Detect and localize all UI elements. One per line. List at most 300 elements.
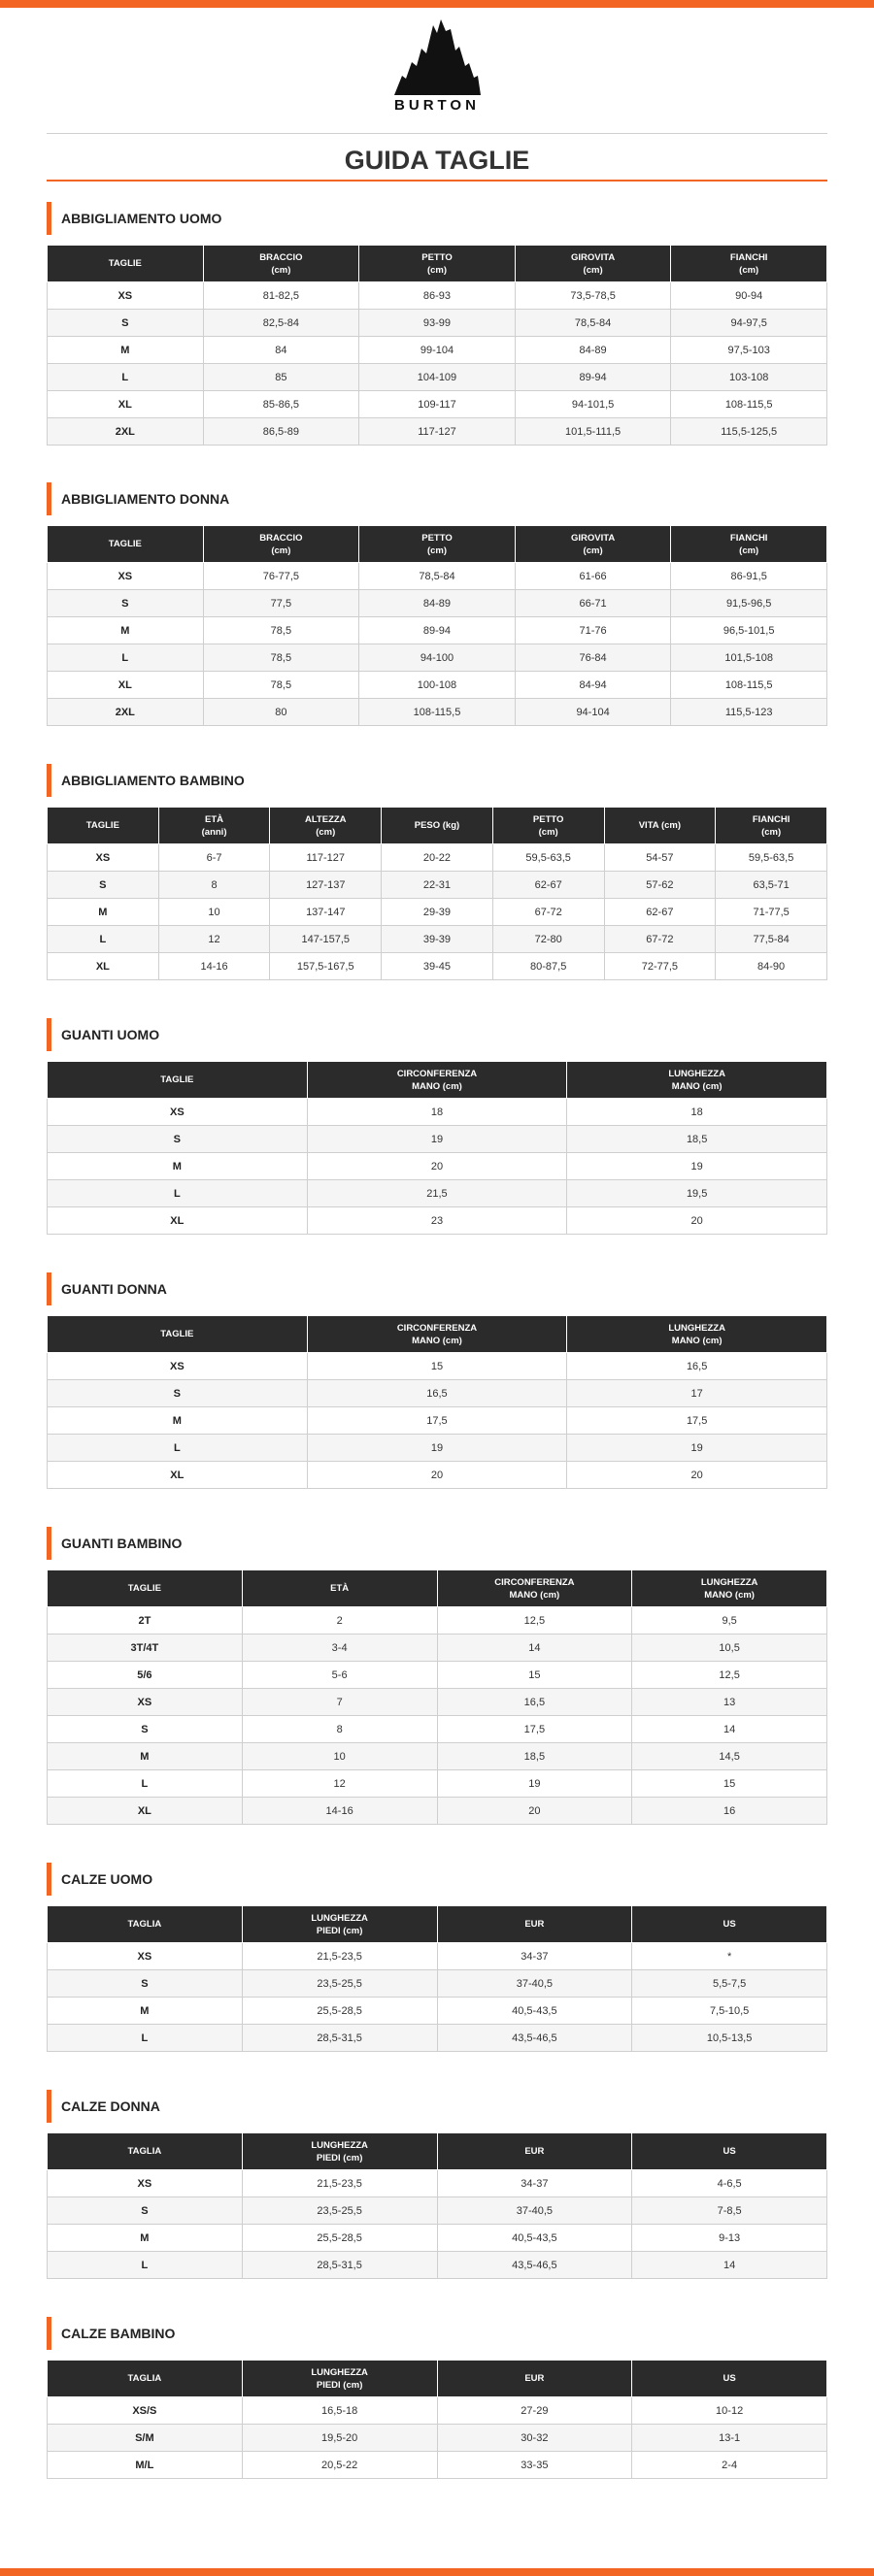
column-header-label: US	[723, 1919, 736, 1930]
section-accent-marker	[47, 1863, 51, 1896]
table-header-row	[48, 1062, 827, 1099]
section-title: CALZE DONNA	[61, 2098, 160, 2114]
section-header	[47, 1272, 827, 1305]
table-cell: 19	[437, 1770, 632, 1798]
table-cell: 19	[307, 1435, 567, 1462]
page-title: GUIDA TAGLIE	[344, 146, 530, 175]
table-cell: 19,5-20	[242, 2425, 437, 2452]
column-header-unit: (cm)	[583, 545, 603, 556]
table-header-row	[48, 808, 827, 844]
table-row	[48, 563, 827, 590]
column-header-label: TAGLIE	[108, 258, 142, 269]
column-header-label: CIRCONFERENZA	[494, 1576, 575, 1588]
section-header	[47, 764, 827, 797]
table-cell: 14	[437, 1635, 632, 1662]
size-label-cell: S	[48, 1970, 243, 1998]
size-label-cell: M	[48, 1153, 308, 1180]
table-cell: 12,5	[437, 1607, 632, 1635]
table-row	[48, 2452, 827, 2479]
table-cell: 40,5-43,5	[437, 1998, 632, 2025]
column-header-label: TAGLIA	[127, 2373, 162, 2384]
table-row	[48, 844, 827, 872]
table-cell: 86-93	[359, 282, 516, 310]
table-cell: 78,5	[203, 672, 359, 699]
table-header-row	[48, 1316, 827, 1353]
table-cell: 86-91,5	[671, 563, 827, 590]
size-label-cell: XS	[48, 1099, 308, 1126]
table-cell: 20	[437, 1798, 632, 1825]
table-cell: 100-108	[359, 672, 516, 699]
column-header	[48, 2361, 243, 2397]
column-header-label: LUNGHEZZA	[668, 1322, 725, 1334]
size-label-cell: 5/6	[48, 1662, 243, 1689]
brand-logo[interactable]	[0, 17, 874, 114]
table-cell: 17,5	[307, 1407, 567, 1435]
section-title: ABBIGLIAMENTO DONNA	[61, 491, 230, 507]
section-accent-marker	[47, 1272, 51, 1305]
column-header	[437, 2133, 632, 2170]
column-header-label: CIRCONFERENZA	[396, 1068, 478, 1079]
table-cell: 34-37	[437, 1943, 632, 1970]
table-row	[48, 590, 827, 617]
table-cell: 4-6,5	[632, 2170, 827, 2197]
table-header-row	[48, 1570, 827, 1607]
section-title: ABBIGLIAMENTO BAMBINO	[61, 773, 245, 788]
table-row	[48, 364, 827, 391]
table-cell: 108-115,5	[359, 699, 516, 726]
table-row	[48, 1689, 827, 1716]
column-header-label: VITA (cm)	[638, 820, 681, 831]
column-header	[604, 808, 716, 844]
column-header-label: TAGLIE	[127, 1583, 161, 1594]
table-cell: 80	[203, 699, 359, 726]
column-header-unit: (cm)	[739, 264, 759, 276]
section-abbigliamento-donna	[47, 482, 827, 726]
size-label-cell: L	[48, 644, 204, 672]
table-row	[48, 2225, 827, 2252]
table-row	[48, 1943, 827, 1970]
size-label-cell: XS	[48, 844, 159, 872]
column-header-label: GIROVITA	[570, 532, 616, 544]
table-cell: 25,5-28,5	[242, 2225, 437, 2252]
section-abbigliamento-bambino	[47, 764, 827, 980]
size-label-cell: M	[48, 1407, 308, 1435]
table-cell: 23,5-25,5	[242, 2197, 437, 2225]
table-cell: 9-13	[632, 2225, 827, 2252]
table-cell: 59,5-63,5	[716, 844, 827, 872]
column-header-label: LUNGHEZZA	[700, 1576, 758, 1588]
table-cell: 84-89	[515, 337, 671, 364]
section-accent-marker	[47, 482, 51, 515]
table-cell: 21,5	[307, 1180, 567, 1207]
table-row	[48, 391, 827, 418]
column-header-unit: (anni)	[201, 826, 227, 838]
size-label-cell: L	[48, 926, 159, 953]
table-cell: 2-4	[632, 2452, 827, 2479]
table-cell: 78,5	[203, 617, 359, 644]
column-header-unit: (cm)	[426, 545, 448, 556]
column-header	[671, 526, 827, 563]
size-label-cell: XS	[48, 1353, 308, 1380]
table-cell: 117-127	[359, 418, 516, 446]
column-header	[307, 1316, 567, 1353]
table-cell: *	[632, 1943, 827, 1970]
column-header	[48, 808, 159, 844]
size-label-cell: S	[48, 2197, 243, 2225]
size-label-cell: XL	[48, 1798, 243, 1825]
size-label-cell: S	[48, 872, 159, 899]
size-label-cell: M	[48, 2225, 243, 2252]
table-cell: 93-99	[359, 310, 516, 337]
brand-name: BURTON	[394, 97, 480, 114]
table-cell: 72-80	[492, 926, 604, 953]
table-cell: 76-84	[515, 644, 671, 672]
table-cell: 16,5	[307, 1380, 567, 1407]
size-label-cell: XS	[48, 2170, 243, 2197]
column-header-label: CIRCONFERENZA	[396, 1322, 478, 1334]
column-header	[515, 246, 671, 282]
title-underline	[47, 180, 827, 182]
column-header	[203, 526, 359, 563]
table-cell: 2	[242, 1607, 437, 1635]
column-header	[437, 2361, 632, 2397]
size-label-cell: L	[48, 1435, 308, 1462]
column-header-label: BRACCIO	[259, 532, 303, 544]
column-header	[48, 246, 204, 282]
table-row	[48, 282, 827, 310]
table-cell: 21,5-23,5	[242, 1943, 437, 1970]
table-row	[48, 1998, 827, 2025]
table-row	[48, 2397, 827, 2425]
section-accent-marker	[47, 764, 51, 797]
table-cell: 30-32	[437, 2425, 632, 2452]
column-header	[48, 526, 204, 563]
table-row	[48, 1099, 827, 1126]
table-cell: 5,5-7,5	[632, 1970, 827, 1998]
section-header	[47, 1527, 827, 1560]
column-header	[359, 526, 516, 563]
column-header	[48, 2133, 243, 2170]
table-cell: 43,5-46,5	[437, 2252, 632, 2279]
table-cell: 115,5-123	[671, 699, 827, 726]
section-accent-marker	[47, 1527, 51, 1560]
section-calze-bambino	[47, 2317, 827, 2479]
table-cell: 18	[307, 1099, 567, 1126]
table-cell: 18	[567, 1099, 827, 1126]
table-cell: 19	[567, 1435, 827, 1462]
column-header-label: EUR	[524, 2146, 545, 2157]
table-row	[48, 644, 827, 672]
column-header-label: TAGLIE	[108, 539, 142, 549]
table-cell: 73,5-78,5	[515, 282, 671, 310]
column-header-label: TAGLIE	[85, 820, 119, 831]
column-header-label: FIANCHI	[752, 813, 790, 825]
size-table	[47, 807, 827, 980]
column-header-label: US	[723, 2373, 736, 2384]
table-cell: 14-16	[158, 953, 270, 980]
table-cell: 5-6	[242, 1662, 437, 1689]
table-cell: 16,5-18	[242, 2397, 437, 2425]
size-label-cell: S	[48, 310, 204, 337]
table-cell: 86,5-89	[203, 418, 359, 446]
size-label-cell: M	[48, 1743, 243, 1770]
table-cell: 72-77,5	[604, 953, 716, 980]
table-cell: 94-100	[359, 644, 516, 672]
section-header	[47, 2317, 827, 2350]
size-table	[47, 525, 827, 726]
table-row	[48, 2170, 827, 2197]
table-cell: 39-45	[382, 953, 493, 980]
column-header-label: EUR	[524, 1919, 545, 1930]
table-cell: 15	[632, 1770, 827, 1798]
bottom-accent-bar	[0, 2568, 874, 2576]
column-header	[242, 2361, 437, 2397]
table-cell: 89-94	[515, 364, 671, 391]
table-cell: 34-37	[437, 2170, 632, 2197]
table-row	[48, 1153, 827, 1180]
section-header	[47, 482, 827, 515]
table-cell: 29-39	[382, 899, 493, 926]
column-header	[242, 1906, 437, 1943]
section-accent-marker	[47, 202, 51, 235]
table-cell: 115,5-125,5	[671, 418, 827, 446]
table-cell: 94-104	[515, 699, 671, 726]
column-header-label: LUNGHEZZA	[311, 1912, 368, 1924]
column-header-unit: (cm)	[739, 545, 759, 556]
table-cell: 19	[567, 1153, 827, 1180]
table-cell: 37-40,5	[437, 1970, 632, 1998]
table-cell: 63,5-71	[716, 872, 827, 899]
table-row	[48, 672, 827, 699]
section-header	[47, 2090, 827, 2123]
size-table	[47, 2360, 827, 2479]
table-cell: 10,5-13,5	[632, 2025, 827, 2052]
column-header-unit: MANO (cm)	[509, 1589, 560, 1601]
table-row	[48, 1770, 827, 1798]
table-cell: 20-22	[382, 844, 493, 872]
section-header	[47, 1863, 827, 1896]
table-cell: 91,5-96,5	[671, 590, 827, 617]
column-header-label: ETÀ	[330, 1583, 350, 1594]
table-row	[48, 310, 827, 337]
table-cell: 127-137	[270, 872, 382, 899]
column-header-unit: (cm)	[538, 826, 558, 838]
table-cell: 28,5-31,5	[242, 2025, 437, 2052]
size-label-cell: XL	[48, 1207, 308, 1235]
column-header-unit: PIEDI (cm)	[316, 1925, 363, 1936]
column-header-label: LUNGHEZZA	[311, 2139, 368, 2151]
section-calze-uomo	[47, 1863, 827, 2052]
table-cell: 10	[158, 899, 270, 926]
column-header	[359, 246, 516, 282]
size-label-cell: L	[48, 364, 204, 391]
table-cell: 12,5	[632, 1662, 827, 1689]
column-header	[307, 1062, 567, 1099]
table-row	[48, 926, 827, 953]
table-cell: 12	[158, 926, 270, 953]
table-cell: 104-109	[359, 364, 516, 391]
size-label-cell: XL	[48, 953, 159, 980]
table-cell: 67-72	[604, 926, 716, 953]
table-cell: 14-16	[242, 1798, 437, 1825]
table-header-row	[48, 1906, 827, 1943]
column-header	[48, 1062, 308, 1099]
table-cell: 17,5	[567, 1407, 827, 1435]
table-cell: 9,5	[632, 1607, 827, 1635]
table-cell: 10	[242, 1743, 437, 1770]
column-header-unit: PIEDI (cm)	[316, 2152, 363, 2163]
size-label-cell: XS/S	[48, 2397, 243, 2425]
table-cell: 23	[307, 1207, 567, 1235]
table-cell: 43,5-46,5	[437, 2025, 632, 2052]
column-header-label: BRACCIO	[259, 251, 303, 263]
table-cell: 77,5-84	[716, 926, 827, 953]
table-cell: 7	[242, 1689, 437, 1716]
table-row	[48, 418, 827, 446]
table-cell: 108-115,5	[671, 672, 827, 699]
table-cell: 80-87,5	[492, 953, 604, 980]
size-label-cell: 2XL	[48, 418, 204, 446]
column-header-label: ETÀ	[205, 813, 224, 825]
table-cell: 84-90	[716, 953, 827, 980]
table-cell: 103-108	[671, 364, 827, 391]
table-cell: 76-77,5	[203, 563, 359, 590]
column-header	[48, 1906, 243, 1943]
column-header	[158, 808, 270, 844]
mountain-logo-icon	[392, 17, 482, 95]
section-guanti-uomo	[47, 1018, 827, 1235]
table-cell: 67-72	[492, 899, 604, 926]
size-table	[47, 1315, 827, 1489]
table-cell: 84-94	[515, 672, 671, 699]
table-row	[48, 1743, 827, 1770]
column-header	[567, 1316, 827, 1353]
table-cell: 61-66	[515, 563, 671, 590]
table-cell: 97,5-103	[671, 337, 827, 364]
table-cell: 7,5-10,5	[632, 1998, 827, 2025]
column-header	[515, 526, 671, 563]
size-label-cell: L	[48, 2252, 243, 2279]
column-header-label: US	[723, 2146, 736, 2157]
table-row	[48, 1798, 827, 1825]
table-cell: 117-127	[270, 844, 382, 872]
size-label-cell: L	[48, 1770, 243, 1798]
table-cell: 90-94	[671, 282, 827, 310]
column-header	[632, 1570, 827, 1607]
table-row	[48, 953, 827, 980]
table-row	[48, 1635, 827, 1662]
table-cell: 21,5-23,5	[242, 2170, 437, 2197]
table-row	[48, 1353, 827, 1380]
table-cell: 15	[437, 1662, 632, 1689]
section-title: CALZE BAMBINO	[61, 2326, 176, 2341]
column-header-label: PESO (kg)	[414, 820, 460, 831]
column-header-label: PETTO	[532, 813, 564, 825]
size-label-cell: M	[48, 899, 159, 926]
size-label-cell: S	[48, 590, 204, 617]
column-header	[671, 246, 827, 282]
size-label-cell: 3T/4T	[48, 1635, 243, 1662]
header-divider	[47, 133, 827, 134]
column-header	[382, 808, 493, 844]
table-row	[48, 1407, 827, 1435]
column-header-unit: (cm)	[583, 264, 603, 276]
table-cell: 71-77,5	[716, 899, 827, 926]
column-header-unit: MANO (cm)	[671, 1080, 723, 1092]
size-table	[47, 1569, 827, 1825]
table-cell: 54-57	[604, 844, 716, 872]
table-cell: 16	[632, 1798, 827, 1825]
size-label-cell: M/L	[48, 2452, 243, 2479]
table-cell: 78,5-84	[515, 310, 671, 337]
column-header-label: FIANCHI	[729, 532, 768, 544]
size-label-cell: M	[48, 337, 204, 364]
table-cell: 19	[307, 1126, 567, 1153]
column-header	[632, 2361, 827, 2397]
size-label-cell: XS	[48, 1943, 243, 1970]
column-header	[437, 1906, 632, 1943]
column-header-label: FIANCHI	[729, 251, 768, 263]
table-cell: 27-29	[437, 2397, 632, 2425]
table-row	[48, 1180, 827, 1207]
column-header-unit: PIEDI (cm)	[316, 2379, 363, 2391]
table-cell: 14,5	[632, 1743, 827, 1770]
table-cell: 57-62	[604, 872, 716, 899]
table-row	[48, 1970, 827, 1998]
table-cell: 59,5-63,5	[492, 844, 604, 872]
section-accent-marker	[47, 2090, 51, 2123]
size-label-cell: XL	[48, 391, 204, 418]
column-header-label: TAGLIA	[127, 2146, 162, 2157]
column-header-unit: (cm)	[761, 826, 782, 838]
table-cell: 17,5	[437, 1716, 632, 1743]
column-header-label: TAGLIE	[160, 1074, 194, 1085]
table-cell: 89-94	[359, 617, 516, 644]
table-cell: 37-40,5	[437, 2197, 632, 2225]
table-cell: 81-82,5	[203, 282, 359, 310]
table-row	[48, 1380, 827, 1407]
table-cell: 99-104	[359, 337, 516, 364]
column-header	[632, 1906, 827, 1943]
table-cell: 66-71	[515, 590, 671, 617]
size-label-cell: XL	[48, 1462, 308, 1489]
table-cell: 20	[567, 1462, 827, 1489]
column-header-label: GIROVITA	[570, 251, 616, 263]
table-cell: 40,5-43,5	[437, 2225, 632, 2252]
table-cell: 17	[567, 1380, 827, 1407]
table-cell: 20	[567, 1207, 827, 1235]
table-cell: 14	[632, 1716, 827, 1743]
size-label-cell: XS	[48, 1689, 243, 1716]
column-header-label: TAGLIA	[127, 1919, 162, 1930]
table-row	[48, 1662, 827, 1689]
table-cell: 94-101,5	[515, 391, 671, 418]
column-header	[716, 808, 827, 844]
size-label-cell: S/M	[48, 2425, 243, 2452]
table-row	[48, 1462, 827, 1489]
column-header-unit: (cm)	[271, 545, 291, 556]
size-label-cell: 2XL	[48, 699, 204, 726]
table-row	[48, 1435, 827, 1462]
table-cell: 20	[307, 1462, 567, 1489]
column-header-label: PETTO	[421, 532, 453, 544]
table-cell: 101,5-111,5	[515, 418, 671, 446]
section-guanti-bambino	[47, 1527, 827, 1825]
column-header-unit: (cm)	[316, 826, 336, 838]
section-accent-marker	[47, 2317, 51, 2350]
size-table	[47, 1061, 827, 1235]
table-cell: 25,5-28,5	[242, 1998, 437, 2025]
